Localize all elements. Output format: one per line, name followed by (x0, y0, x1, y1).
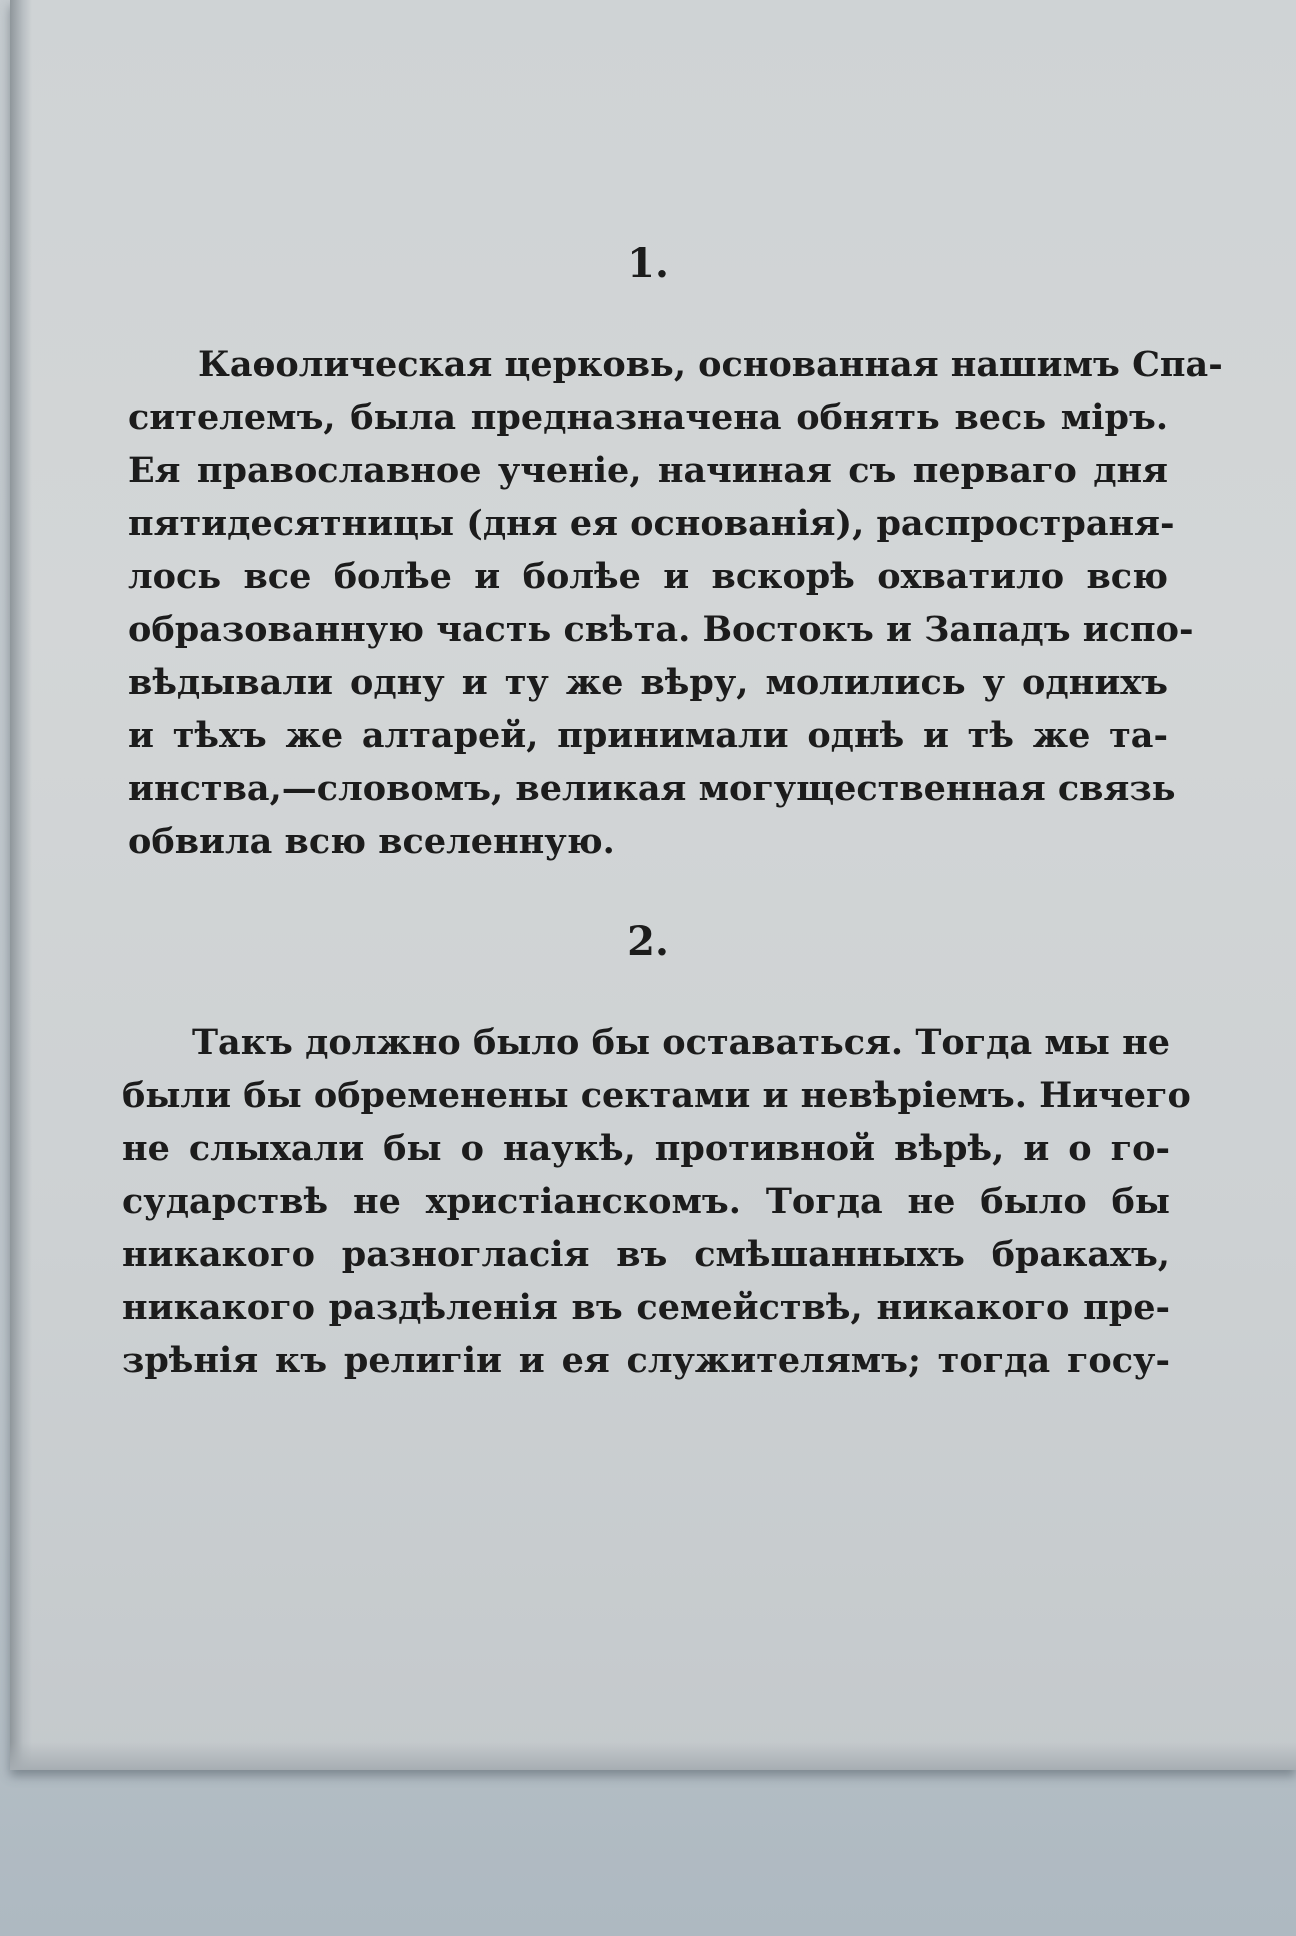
page-left-edge (10, 0, 32, 1770)
section-1-paragraph (128, 338, 1223, 868)
paragraph-line: пятидесятницы (дня ея основанія), распространя- (128, 503, 1175, 544)
paragraph-line: зрѣнія къ религіи и ея служителямъ; тогда госу- (122, 1340, 1170, 1381)
paragraph-1 (128, 338, 1223, 868)
paragraph-line: лось все болѣе и болѣе и вскорѣ охватило всю (128, 556, 1168, 597)
paragraph-line: и тѣхъ же алтарей, принимали однѣ и тѣ же та- (128, 715, 1168, 756)
paragraph-line: никакого раздѣленія въ семействѣ, никакого пре- (122, 1287, 1170, 1328)
page-bottom-edge (10, 1742, 1296, 1770)
paragraph-line: инства,—словомъ, великая могущественная связь (128, 768, 1176, 809)
paragraph-line: не слыхали бы о наукѣ, противной вѣрѣ, и о го- (122, 1128, 1170, 1169)
book-page (10, 0, 1296, 1770)
paragraph-line: Такъ должно было бы оставаться. Тогда мы не (192, 1022, 1170, 1063)
paragraph-line: Каѳолическая церковь, основанная нашимъ Спа- (198, 344, 1223, 385)
paragraph-line: обвила всю вселенную. (128, 821, 615, 862)
section-1-number: 1. (627, 240, 669, 287)
paragraph-line: сителемъ, была предназначена обнять весь міръ. (128, 397, 1168, 438)
paragraph-line: вѣдывали одну и ту же вѣру, молились у однихъ (128, 662, 1168, 703)
section-1 (128, 240, 1168, 287)
paragraph-line: образованную часть свѣта. Востокъ и Западъ испо- (128, 609, 1194, 650)
section-2-number: 2. (627, 918, 669, 965)
section-2 (128, 918, 1168, 965)
section-2-paragraph (122, 1016, 1191, 1387)
paragraph-2 (122, 1016, 1191, 1387)
paragraph-line: сударствѣ не христіанскомъ. Тогда не было бы (122, 1181, 1170, 1222)
paragraph-line: Ея православное ученіе, начиная съ перваго дня (128, 450, 1168, 491)
paragraph-line: никакого разногласія въ смѣшанныхъ бракахъ, (122, 1234, 1170, 1275)
paragraph-line: были бы обременены сектами и невѣріемъ. Ничего (122, 1075, 1191, 1116)
